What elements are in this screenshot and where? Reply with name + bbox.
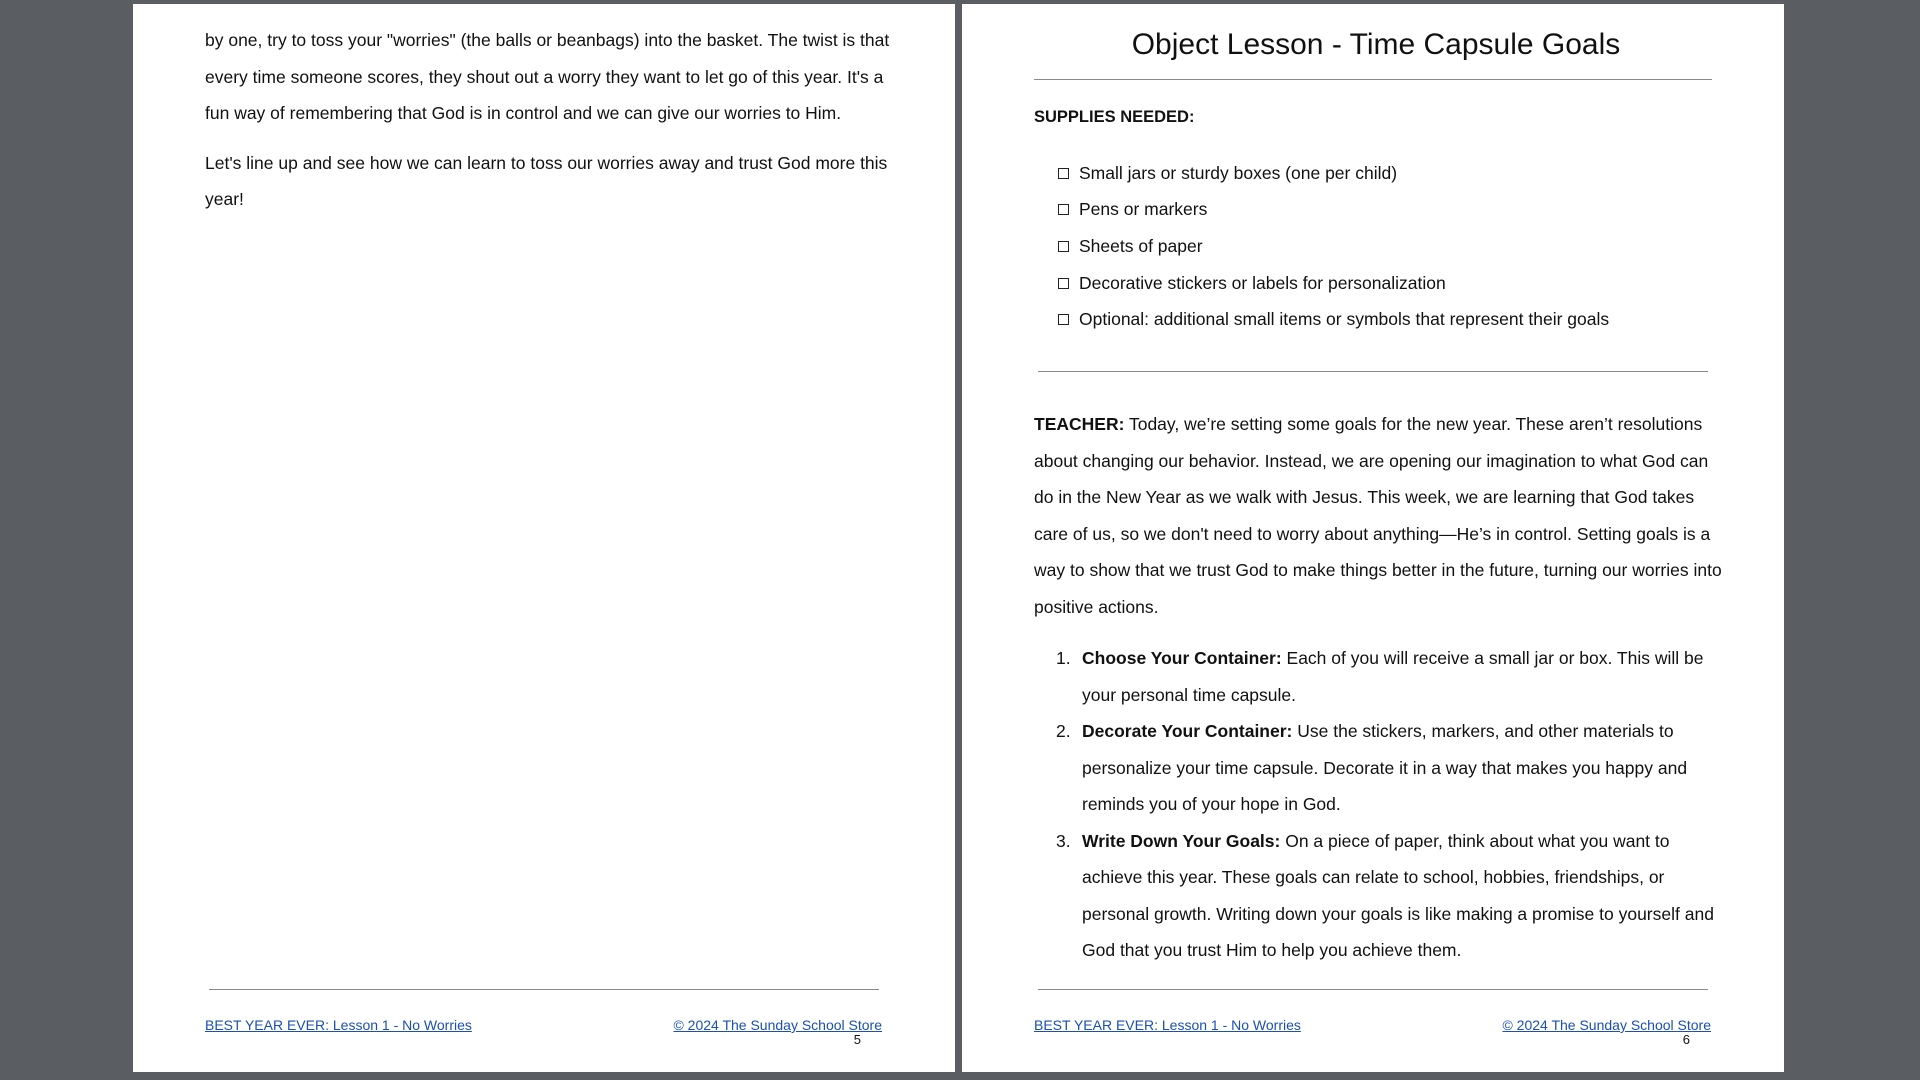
- footer-copyright-link[interactable]: © 2024 The Sunday School Store: [1502, 1017, 1711, 1033]
- step-item: [1034, 640, 1724, 713]
- step-label: Choose Your Container:: [1082, 648, 1282, 668]
- step-label: Decorate Your Container:: [1082, 721, 1293, 741]
- page-number: 6: [1682, 1032, 1690, 1047]
- checkbox-icon[interactable]: [1058, 168, 1069, 179]
- step-number: 1.: [1056, 648, 1071, 668]
- page-6: [962, 4, 1784, 1072]
- step-text: Each of you will receive a small jar or box. This will be your personal time capsule.: [1082, 648, 1704, 705]
- checkbox-icon[interactable]: [1058, 204, 1069, 215]
- left-page-body: [205, 22, 895, 231]
- footer-lesson-link[interactable]: BEST YEAR EVER: Lesson 1 - No Worries: [205, 1017, 472, 1033]
- page-5: [133, 4, 955, 1072]
- supply-label: Sheets of paper: [1079, 235, 1203, 256]
- page-number: 5: [853, 1032, 861, 1047]
- teacher-text: Today, we’re setting some goals for the new year. These aren’t resolutions about changing our behavior. Instead, we are opening our imagination to what God can do in the New Year as we walk with Jesus. This week, we are learning that God takes care of us, so we don't need to worry about anything—He’s in control. Setting goals is a way to show that we trust God to make things better in the future, turning our worries into positive actions.: [1034, 414, 1722, 617]
- step-item: [1034, 823, 1724, 969]
- supply-item: [1058, 301, 1609, 338]
- supply-item: [1058, 228, 1609, 265]
- step-text: Use the stickers, markers, and other materials to personalize your time capsule. Decorate it in a way that makes you happy and reminds you of your hope in God.: [1082, 721, 1688, 814]
- teacher-label: TEACHER:: [1034, 414, 1125, 434]
- supplies-heading: SUPPLIES NEEDED:: [1034, 108, 1195, 126]
- supplies-list: [1058, 155, 1609, 338]
- step-item: [1034, 713, 1724, 823]
- page-title: Object Lesson - Time Capsule Goals: [1131, 28, 1621, 61]
- footer-lesson-link[interactable]: BEST YEAR EVER: Lesson 1 - No Worries: [1034, 1017, 1301, 1033]
- footer-divider: [209, 989, 879, 990]
- supply-label: Pens or markers: [1079, 199, 1208, 220]
- checkbox-icon[interactable]: [1058, 241, 1069, 252]
- supply-item: [1058, 192, 1609, 229]
- supply-label: Optional: additional small items or symbols that represent their goals: [1079, 309, 1610, 330]
- step-text: On a piece of paper, think about what you want to achieve this year. These goals can relate to school, hobbies, friendships, or personal growth. Writing down your goals is like making a promise to yourself and God that you trust Him to help you achieve them.: [1082, 830, 1714, 960]
- footer-divider: [1038, 989, 1708, 990]
- paragraph: by one, try to toss your "worries" (the balls or beanbags) into the basket. The twist is that every time someone scores, they shout out a worry they want to let go of this year. It's a fun way of remembering that God is in control and we can give our worries to Him.: [205, 30, 890, 123]
- paragraph: Let's line up and see how we can learn to toss our worries away and trust God more this year!: [205, 152, 888, 209]
- checkbox-icon[interactable]: [1058, 278, 1069, 289]
- section-divider: [1038, 371, 1708, 372]
- steps-list: [1034, 640, 1724, 969]
- teacher-paragraph: [1034, 406, 1724, 625]
- step-number: 2.: [1056, 721, 1071, 741]
- footer-copyright-link[interactable]: © 2024 The Sunday School Store: [673, 1017, 882, 1033]
- supply-label: Decorative stickers or labels for personalization: [1079, 272, 1446, 293]
- checkbox-icon[interactable]: [1058, 314, 1069, 325]
- step-number: 3.: [1056, 830, 1071, 851]
- supply-label: Small jars or sturdy boxes (one per child): [1079, 162, 1398, 183]
- title-divider: [1034, 79, 1712, 80]
- supply-item: [1058, 155, 1609, 192]
- supply-item: [1058, 265, 1609, 302]
- step-label: Write Down Your Goals:: [1082, 830, 1281, 851]
